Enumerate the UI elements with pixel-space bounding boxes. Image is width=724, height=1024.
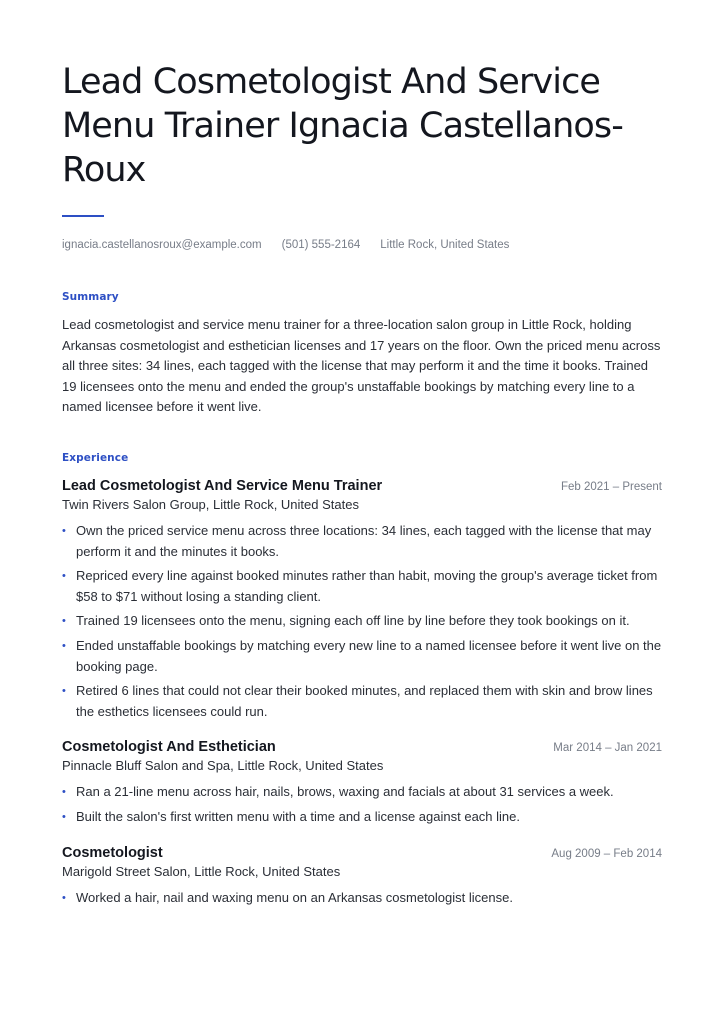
bullet-dot-icon: • bbox=[62, 615, 66, 628]
job-organization: Marigold Street Salon, Little Rock, United States bbox=[62, 863, 341, 879]
summary-text: Lead cosmetologist and service menu trainer for a three-location salon group in Little Rock, holding Arkansas cosmetologist and esthetician licenses and 17 years on the floor. Own the priced menu across all three sites: 34 lines, each tagged with the license that may perform it and the time it books. Trained 19 licensees onto the menu and ended the group's unstaffable bookings by matching every line to a named licensee before it went live. bbox=[62, 317, 661, 415]
bullet-text: Worked a hair, nail and waxing menu on an Arkansas cosmetologist license. bbox=[76, 889, 513, 905]
job-entry bbox=[62, 739, 662, 827]
contact-row bbox=[62, 239, 662, 251]
experience-section bbox=[62, 452, 662, 908]
bullet-dot-icon: • bbox=[62, 639, 66, 652]
bullet-dot-icon: • bbox=[62, 786, 66, 799]
bullet-text: Ended unstaffable bookings by matching every new line to a named licensee before it went live on the booking page. bbox=[76, 637, 662, 674]
job-dates: Feb 2021 – Present bbox=[560, 480, 662, 493]
job-bullet bbox=[62, 888, 662, 909]
job-header bbox=[62, 478, 662, 494]
job-header bbox=[62, 845, 662, 861]
job-title: Cosmetologist And Esthetician bbox=[62, 739, 276, 756]
title-accent-divider bbox=[62, 215, 104, 217]
job-entry bbox=[62, 845, 662, 909]
page-title: Lead Cosmetologist And Service Menu Trainer Ignacia Castellanos-Roux bbox=[62, 62, 623, 190]
job-bullet bbox=[62, 681, 662, 722]
job-bullet bbox=[62, 782, 662, 803]
summary-section bbox=[62, 291, 662, 418]
bullet-text: Own the priced service menu across three locations: 34 lines, each tagged with the license that may perform it and the minutes it books. bbox=[76, 522, 652, 559]
resume-page bbox=[62, 60, 662, 912]
job-organization: Twin Rivers Salon Group, Little Rock, United States bbox=[62, 496, 359, 512]
job-entry bbox=[62, 478, 662, 722]
bullet-text: Retired 6 lines that could not clear their booked minutes, and replaced them with skin and brow lines the esthetics licensees could run. bbox=[76, 683, 653, 719]
contact-phone[interactable]: (501) 555-2164 bbox=[281, 239, 361, 251]
bullet-text: Built the salon's first written menu with a time and a license against each line. bbox=[76, 808, 520, 824]
job-bullet-list bbox=[62, 888, 662, 909]
bullet-text: Trained 19 licensees onto the menu, signing each off line by line before they took bookings on it. bbox=[76, 613, 630, 629]
job-bullet bbox=[62, 611, 662, 632]
job-bullet-list bbox=[62, 782, 662, 827]
bullet-dot-icon: • bbox=[62, 524, 66, 537]
job-bullet bbox=[62, 521, 662, 562]
bullet-dot-icon: • bbox=[62, 810, 66, 823]
bullet-dot-icon: • bbox=[62, 891, 66, 904]
job-dates: Mar 2014 – Jan 2021 bbox=[553, 742, 662, 755]
job-bullet bbox=[62, 807, 662, 828]
summary-heading: Summary bbox=[62, 291, 119, 303]
contact-email[interactable]: ignacia.castellanosroux@example.com bbox=[62, 239, 262, 251]
bullet-dot-icon: • bbox=[62, 570, 66, 583]
job-bullet bbox=[62, 636, 662, 677]
job-title: Lead Cosmetologist And Service Menu Trainer bbox=[62, 477, 383, 494]
job-organization: Pinnacle Bluff Salon and Spa, Little Rock, United States bbox=[62, 758, 384, 774]
bullet-dot-icon: • bbox=[62, 685, 66, 698]
job-title: Cosmetologist bbox=[62, 844, 163, 861]
contact-location: Little Rock, United States bbox=[380, 239, 510, 251]
job-bullet bbox=[62, 566, 662, 607]
job-dates: Aug 2009 – Feb 2014 bbox=[551, 847, 662, 860]
job-header bbox=[62, 739, 662, 755]
job-bullet-list bbox=[62, 521, 662, 722]
bullet-text: Ran a 21-line menu across hair, nails, brows, waxing and facials at about 31 services a week. bbox=[76, 784, 614, 800]
experience-heading: Experience bbox=[62, 451, 129, 464]
bullet-text: Repriced every line against booked minutes rather than habit, moving the group's average ticket from $58 to $71 without losing a standing client. bbox=[76, 568, 658, 604]
